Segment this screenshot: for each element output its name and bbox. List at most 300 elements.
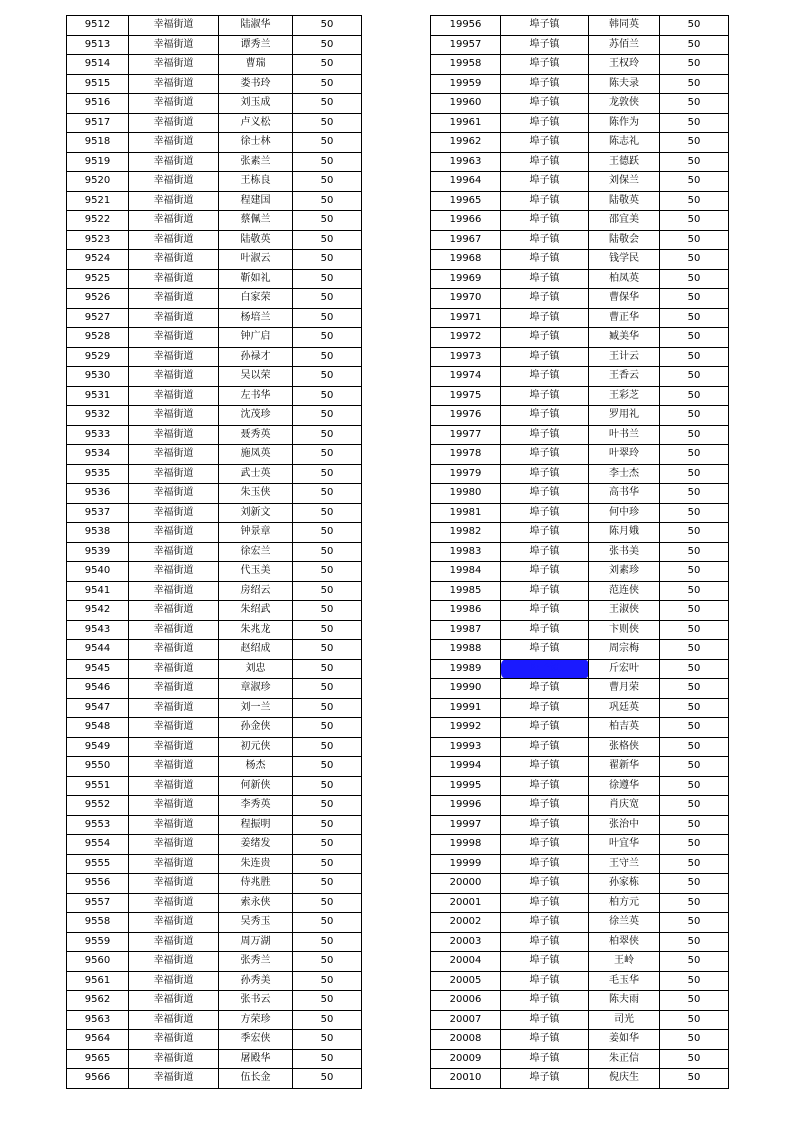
id-cell[interactable]: 9566 — [67, 1069, 129, 1089]
id-cell[interactable]: 9561 — [67, 971, 129, 991]
name-cell[interactable]: 叶翠玲 — [589, 445, 660, 465]
amount-cell[interactable]: 50 — [293, 620, 362, 640]
id-cell[interactable]: 9514 — [67, 55, 129, 75]
district-cell[interactable]: 幸福街道 — [129, 406, 219, 426]
name-cell[interactable]: 徐宏兰 — [219, 542, 293, 562]
district-cell[interactable]: 幸福街道 — [129, 893, 219, 913]
amount-cell[interactable]: 50 — [293, 854, 362, 874]
district-cell[interactable]: 幸福街道 — [129, 74, 219, 94]
amount-cell[interactable]: 50 — [293, 874, 362, 894]
id-cell[interactable]: 19974 — [431, 367, 501, 387]
id-cell[interactable]: 9519 — [67, 152, 129, 172]
id-cell[interactable]: 9545 — [67, 659, 129, 679]
district-cell[interactable]: 幸福街道 — [129, 1069, 219, 1089]
selected-cell[interactable]: 埠子镇 — [501, 659, 589, 679]
district-cell[interactable]: 幸福街道 — [129, 1010, 219, 1030]
id-cell[interactable]: 9526 — [67, 289, 129, 309]
district-cell[interactable]: 幸福街道 — [129, 718, 219, 738]
name-cell[interactable]: 卞则侠 — [589, 620, 660, 640]
name-cell[interactable]: 王计云 — [589, 347, 660, 367]
name-cell[interactable]: 龙敦侠 — [589, 94, 660, 114]
id-cell[interactable]: 9535 — [67, 464, 129, 484]
amount-cell[interactable]: 50 — [293, 1049, 362, 1069]
amount-cell[interactable]: 50 — [293, 386, 362, 406]
id-cell[interactable]: 20006 — [431, 991, 501, 1011]
amount-cell[interactable]: 50 — [660, 523, 729, 543]
amount-cell[interactable]: 50 — [293, 737, 362, 757]
district-cell[interactable]: 幸福街道 — [129, 16, 219, 36]
district-cell[interactable]: 埠子镇 — [501, 250, 589, 270]
name-cell[interactable]: 柏吉英 — [589, 718, 660, 738]
name-cell[interactable]: 章淑珍 — [219, 679, 293, 699]
name-cell[interactable]: 叶淑云 — [219, 250, 293, 270]
amount-cell[interactable]: 50 — [293, 484, 362, 504]
district-cell[interactable]: 幸福街道 — [129, 133, 219, 153]
amount-cell[interactable]: 50 — [293, 952, 362, 972]
id-cell[interactable]: 19959 — [431, 74, 501, 94]
amount-cell[interactable]: 50 — [293, 1030, 362, 1050]
district-cell[interactable]: 幸福街道 — [129, 386, 219, 406]
id-cell[interactable]: 19991 — [431, 698, 501, 718]
amount-cell[interactable]: 50 — [660, 991, 729, 1011]
id-cell[interactable]: 9544 — [67, 640, 129, 660]
district-cell[interactable]: 埠子镇 — [501, 835, 589, 855]
id-cell[interactable]: 9531 — [67, 386, 129, 406]
district-cell[interactable]: 埠子镇 — [501, 503, 589, 523]
amount-cell[interactable]: 50 — [293, 133, 362, 153]
id-cell[interactable]: 19987 — [431, 620, 501, 640]
district-cell[interactable]: 埠子镇 — [501, 211, 589, 231]
name-cell[interactable]: 韩同英 — [589, 16, 660, 36]
name-cell[interactable]: 邵宜美 — [589, 211, 660, 231]
district-cell[interactable]: 幸福街道 — [129, 854, 219, 874]
name-cell[interactable]: 张书美 — [589, 542, 660, 562]
district-cell[interactable]: 幸福街道 — [129, 464, 219, 484]
district-cell[interactable]: 埠子镇 — [501, 1030, 589, 1050]
id-cell[interactable]: 9536 — [67, 484, 129, 504]
name-cell[interactable]: 张秀兰 — [219, 952, 293, 972]
name-cell[interactable]: 张治中 — [589, 815, 660, 835]
amount-cell[interactable]: 50 — [660, 367, 729, 387]
name-cell[interactable]: 李秀英 — [219, 796, 293, 816]
name-cell[interactable]: 巩廷英 — [589, 698, 660, 718]
district-cell[interactable]: 幸福街道 — [129, 1049, 219, 1069]
amount-cell[interactable]: 50 — [660, 308, 729, 328]
district-cell[interactable]: 幸福街道 — [129, 35, 219, 55]
district-cell[interactable]: 幸福街道 — [129, 308, 219, 328]
amount-cell[interactable]: 50 — [293, 16, 362, 36]
amount-cell[interactable]: 50 — [660, 581, 729, 601]
amount-cell[interactable]: 50 — [293, 230, 362, 250]
amount-cell[interactable]: 50 — [293, 1069, 362, 1089]
amount-cell[interactable]: 50 — [660, 503, 729, 523]
district-cell[interactable]: 幸福街道 — [129, 191, 219, 211]
amount-cell[interactable]: 50 — [293, 523, 362, 543]
name-cell[interactable]: 何新侠 — [219, 776, 293, 796]
id-cell[interactable]: 19986 — [431, 601, 501, 621]
district-cell[interactable]: 幸福街道 — [129, 484, 219, 504]
id-cell[interactable]: 9525 — [67, 269, 129, 289]
amount-cell[interactable]: 50 — [660, 328, 729, 348]
district-cell[interactable]: 埠子镇 — [501, 386, 589, 406]
name-cell[interactable]: 曹月荣 — [589, 679, 660, 699]
name-cell[interactable]: 陆敬英 — [589, 191, 660, 211]
id-cell[interactable]: 19980 — [431, 484, 501, 504]
district-cell[interactable]: 埠子镇 — [501, 74, 589, 94]
district-cell[interactable]: 埠子镇 — [501, 913, 589, 933]
district-cell[interactable]: 埠子镇 — [501, 893, 589, 913]
amount-cell[interactable]: 50 — [660, 874, 729, 894]
id-cell[interactable]: 19958 — [431, 55, 501, 75]
id-cell[interactable]: 19993 — [431, 737, 501, 757]
id-cell[interactable]: 9554 — [67, 835, 129, 855]
amount-cell[interactable]: 50 — [660, 16, 729, 36]
id-cell[interactable]: 20001 — [431, 893, 501, 913]
amount-cell[interactable]: 50 — [660, 113, 729, 133]
amount-cell[interactable]: 50 — [660, 35, 729, 55]
district-cell[interactable]: 埠子镇 — [501, 484, 589, 504]
id-cell[interactable]: 9522 — [67, 211, 129, 231]
amount-cell[interactable]: 50 — [293, 815, 362, 835]
district-cell[interactable]: 埠子镇 — [501, 16, 589, 36]
name-cell[interactable]: 陈作为 — [589, 113, 660, 133]
name-cell[interactable]: 范连侠 — [589, 581, 660, 601]
id-cell[interactable]: 9552 — [67, 796, 129, 816]
name-cell[interactable]: 徐兰英 — [589, 913, 660, 933]
district-cell[interactable]: 幸福街道 — [129, 503, 219, 523]
amount-cell[interactable]: 50 — [293, 776, 362, 796]
id-cell[interactable]: 19988 — [431, 640, 501, 660]
name-cell[interactable]: 左书华 — [219, 386, 293, 406]
name-cell[interactable]: 张素兰 — [219, 152, 293, 172]
amount-cell[interactable]: 50 — [660, 776, 729, 796]
name-cell[interactable]: 王淑侠 — [589, 601, 660, 621]
id-cell[interactable]: 19969 — [431, 269, 501, 289]
district-cell[interactable]: 埠子镇 — [501, 874, 589, 894]
district-cell[interactable]: 幸福街道 — [129, 698, 219, 718]
amount-cell[interactable]: 50 — [293, 581, 362, 601]
district-cell[interactable]: 幸福街道 — [129, 425, 219, 445]
id-cell[interactable]: 19975 — [431, 386, 501, 406]
amount-cell[interactable]: 50 — [293, 74, 362, 94]
amount-cell[interactable]: 50 — [660, 698, 729, 718]
amount-cell[interactable]: 50 — [293, 328, 362, 348]
id-cell[interactable]: 9547 — [67, 698, 129, 718]
name-cell[interactable]: 孙家栋 — [589, 874, 660, 894]
id-cell[interactable]: 9546 — [67, 679, 129, 699]
district-cell[interactable]: 幸福街道 — [129, 269, 219, 289]
id-cell[interactable]: 9533 — [67, 425, 129, 445]
id-cell[interactable]: 9527 — [67, 308, 129, 328]
amount-cell[interactable]: 50 — [660, 386, 729, 406]
id-cell[interactable]: 19990 — [431, 679, 501, 699]
name-cell[interactable]: 王栋良 — [219, 172, 293, 192]
district-cell[interactable]: 埠子镇 — [501, 328, 589, 348]
id-cell[interactable]: 9512 — [67, 16, 129, 36]
id-cell[interactable]: 9520 — [67, 172, 129, 192]
amount-cell[interactable]: 50 — [660, 737, 729, 757]
district-cell[interactable]: 埠子镇 — [501, 230, 589, 250]
district-cell[interactable]: 埠子镇 — [501, 952, 589, 972]
amount-cell[interactable]: 50 — [293, 757, 362, 777]
district-cell[interactable]: 埠子镇 — [501, 601, 589, 621]
name-cell[interactable]: 聂秀英 — [219, 425, 293, 445]
name-cell[interactable]: 程振明 — [219, 815, 293, 835]
district-cell[interactable]: 幸福街道 — [129, 172, 219, 192]
name-cell[interactable]: 杨培兰 — [219, 308, 293, 328]
name-cell[interactable]: 靳如礼 — [219, 269, 293, 289]
id-cell[interactable]: 9553 — [67, 815, 129, 835]
district-cell[interactable]: 埠子镇 — [501, 679, 589, 699]
id-cell[interactable]: 9517 — [67, 113, 129, 133]
id-cell[interactable]: 19972 — [431, 328, 501, 348]
amount-cell[interactable]: 50 — [293, 1010, 362, 1030]
id-cell[interactable]: 19994 — [431, 757, 501, 777]
id-cell[interactable]: 9524 — [67, 250, 129, 270]
amount-cell[interactable]: 50 — [293, 367, 362, 387]
amount-cell[interactable]: 50 — [660, 269, 729, 289]
district-cell[interactable]: 幸福街道 — [129, 776, 219, 796]
amount-cell[interactable]: 50 — [660, 191, 729, 211]
name-cell[interactable]: 吴以荣 — [219, 367, 293, 387]
district-cell[interactable]: 幸福街道 — [129, 640, 219, 660]
district-cell[interactable]: 埠子镇 — [501, 640, 589, 660]
name-cell[interactable]: 王岭 — [589, 952, 660, 972]
id-cell[interactable]: 9564 — [67, 1030, 129, 1050]
district-cell[interactable]: 埠子镇 — [501, 1069, 589, 1089]
id-cell[interactable]: 20010 — [431, 1069, 501, 1089]
name-cell[interactable]: 初元侠 — [219, 737, 293, 757]
amount-cell[interactable]: 50 — [660, 718, 729, 738]
amount-cell[interactable]: 50 — [660, 1030, 729, 1050]
name-cell[interactable]: 朱正信 — [589, 1049, 660, 1069]
id-cell[interactable]: 19970 — [431, 289, 501, 309]
district-cell[interactable]: 埠子镇 — [501, 445, 589, 465]
district-cell[interactable]: 埠子镇 — [501, 464, 589, 484]
district-cell[interactable]: 幸福街道 — [129, 659, 219, 679]
name-cell[interactable]: 徐遵华 — [589, 776, 660, 796]
amount-cell[interactable]: 50 — [293, 94, 362, 114]
district-cell[interactable]: 埠子镇 — [501, 308, 589, 328]
amount-cell[interactable]: 50 — [660, 679, 729, 699]
amount-cell[interactable]: 50 — [293, 269, 362, 289]
amount-cell[interactable]: 50 — [293, 913, 362, 933]
district-cell[interactable]: 幸福街道 — [129, 991, 219, 1011]
amount-cell[interactable]: 50 — [293, 640, 362, 660]
district-cell[interactable]: 幸福街道 — [129, 952, 219, 972]
id-cell[interactable]: 19956 — [431, 16, 501, 36]
district-cell[interactable]: 埠子镇 — [501, 347, 589, 367]
id-cell[interactable]: 9515 — [67, 74, 129, 94]
id-cell[interactable]: 9565 — [67, 1049, 129, 1069]
district-cell[interactable]: 幸福街道 — [129, 1030, 219, 1050]
amount-cell[interactable]: 50 — [660, 152, 729, 172]
amount-cell[interactable]: 50 — [293, 796, 362, 816]
name-cell[interactable]: 曹正华 — [589, 308, 660, 328]
name-cell[interactable]: 王彩芝 — [589, 386, 660, 406]
district-cell[interactable]: 幸福街道 — [129, 815, 219, 835]
id-cell[interactable]: 20000 — [431, 874, 501, 894]
district-cell[interactable]: 幸福街道 — [129, 542, 219, 562]
id-cell[interactable]: 19971 — [431, 308, 501, 328]
amount-cell[interactable]: 50 — [293, 464, 362, 484]
name-cell[interactable]: 李士杰 — [589, 464, 660, 484]
name-cell[interactable]: 房绍云 — [219, 581, 293, 601]
district-cell[interactable]: 幸福街道 — [129, 445, 219, 465]
amount-cell[interactable]: 50 — [660, 484, 729, 504]
district-cell[interactable]: 埠子镇 — [501, 542, 589, 562]
amount-cell[interactable]: 50 — [660, 757, 729, 777]
amount-cell[interactable]: 50 — [293, 445, 362, 465]
name-cell[interactable]: 刘忠 — [219, 659, 293, 679]
amount-cell[interactable]: 50 — [293, 971, 362, 991]
id-cell[interactable]: 19967 — [431, 230, 501, 250]
id-cell[interactable]: 9541 — [67, 581, 129, 601]
name-cell[interactable]: 卢义松 — [219, 113, 293, 133]
id-cell[interactable]: 9550 — [67, 757, 129, 777]
id-cell[interactable]: 9521 — [67, 191, 129, 211]
amount-cell[interactable]: 50 — [660, 893, 729, 913]
id-cell[interactable]: 9530 — [67, 367, 129, 387]
name-cell[interactable]: 侍兆胜 — [219, 874, 293, 894]
amount-cell[interactable]: 50 — [660, 932, 729, 952]
district-cell[interactable]: 埠子镇 — [501, 737, 589, 757]
district-cell[interactable]: 幸福街道 — [129, 932, 219, 952]
name-cell[interactable]: 索永侠 — [219, 893, 293, 913]
amount-cell[interactable]: 50 — [660, 601, 729, 621]
amount-cell[interactable]: 50 — [293, 835, 362, 855]
district-cell[interactable]: 埠子镇 — [501, 815, 589, 835]
id-cell[interactable]: 9551 — [67, 776, 129, 796]
id-cell[interactable]: 19968 — [431, 250, 501, 270]
amount-cell[interactable]: 50 — [293, 172, 362, 192]
id-cell[interactable]: 19964 — [431, 172, 501, 192]
id-cell[interactable]: 20008 — [431, 1030, 501, 1050]
amount-cell[interactable]: 50 — [293, 191, 362, 211]
name-cell[interactable]: 臧美华 — [589, 328, 660, 348]
name-cell[interactable]: 季宏侠 — [219, 1030, 293, 1050]
id-cell[interactable]: 9562 — [67, 991, 129, 1011]
id-cell[interactable]: 19985 — [431, 581, 501, 601]
id-cell[interactable]: 19999 — [431, 854, 501, 874]
name-cell[interactable]: 朱连贵 — [219, 854, 293, 874]
amount-cell[interactable]: 50 — [293, 503, 362, 523]
name-cell[interactable]: 陈志礼 — [589, 133, 660, 153]
id-cell[interactable]: 19957 — [431, 35, 501, 55]
name-cell[interactable]: 屠殿华 — [219, 1049, 293, 1069]
amount-cell[interactable]: 50 — [293, 601, 362, 621]
name-cell[interactable]: 杨杰 — [219, 757, 293, 777]
amount-cell[interactable]: 50 — [660, 952, 729, 972]
district-cell[interactable]: 埠子镇 — [501, 289, 589, 309]
district-cell[interactable]: 埠子镇 — [501, 94, 589, 114]
district-cell[interactable]: 埠子镇 — [501, 425, 589, 445]
amount-cell[interactable]: 50 — [660, 659, 729, 679]
district-cell[interactable]: 埠子镇 — [501, 796, 589, 816]
amount-cell[interactable]: 50 — [293, 406, 362, 426]
id-cell[interactable]: 19973 — [431, 347, 501, 367]
district-cell[interactable]: 埠子镇 — [501, 133, 589, 153]
district-cell[interactable]: 埠子镇 — [501, 971, 589, 991]
id-cell[interactable]: 19966 — [431, 211, 501, 231]
amount-cell[interactable]: 50 — [293, 35, 362, 55]
name-cell[interactable]: 刘素珍 — [589, 562, 660, 582]
name-cell[interactable]: 毛玉华 — [589, 971, 660, 991]
id-cell[interactable]: 19978 — [431, 445, 501, 465]
id-cell[interactable]: 19982 — [431, 523, 501, 543]
amount-cell[interactable]: 50 — [293, 562, 362, 582]
name-cell[interactable]: 陆敬会 — [589, 230, 660, 250]
name-cell[interactable]: 蔡佩兰 — [219, 211, 293, 231]
district-cell[interactable]: 埠子镇 — [501, 581, 589, 601]
id-cell[interactable]: 20003 — [431, 932, 501, 952]
name-cell[interactable]: 张书云 — [219, 991, 293, 1011]
id-cell[interactable]: 9529 — [67, 347, 129, 367]
id-cell[interactable]: 9516 — [67, 94, 129, 114]
name-cell[interactable]: 沈茂珍 — [219, 406, 293, 426]
district-cell[interactable]: 幸福街道 — [129, 620, 219, 640]
name-cell[interactable]: 陆淑华 — [219, 16, 293, 36]
id-cell[interactable]: 9542 — [67, 601, 129, 621]
id-cell[interactable]: 19976 — [431, 406, 501, 426]
amount-cell[interactable]: 50 — [660, 542, 729, 562]
amount-cell[interactable]: 50 — [293, 893, 362, 913]
name-cell[interactable]: 姜如华 — [589, 1030, 660, 1050]
id-cell[interactable]: 19996 — [431, 796, 501, 816]
district-cell[interactable]: 埠子镇 — [501, 367, 589, 387]
id-cell[interactable]: 19963 — [431, 152, 501, 172]
district-cell[interactable]: 幸福街道 — [129, 367, 219, 387]
district-cell[interactable]: 幸福街道 — [129, 55, 219, 75]
amount-cell[interactable]: 50 — [660, 347, 729, 367]
name-cell[interactable]: 陆敬英 — [219, 230, 293, 250]
name-cell[interactable]: 何中珍 — [589, 503, 660, 523]
amount-cell[interactable]: 50 — [293, 55, 362, 75]
district-cell[interactable]: 幸福街道 — [129, 289, 219, 309]
name-cell[interactable]: 程建国 — [219, 191, 293, 211]
id-cell[interactable]: 19989 — [431, 659, 501, 679]
id-cell[interactable]: 20005 — [431, 971, 501, 991]
id-cell[interactable]: 19995 — [431, 776, 501, 796]
name-cell[interactable]: 王守兰 — [589, 854, 660, 874]
id-cell[interactable]: 9543 — [67, 620, 129, 640]
district-cell[interactable]: 埠子镇 — [501, 406, 589, 426]
amount-cell[interactable]: 50 — [293, 250, 362, 270]
amount-cell[interactable]: 50 — [660, 835, 729, 855]
district-cell[interactable]: 幸福街道 — [129, 913, 219, 933]
amount-cell[interactable]: 50 — [293, 113, 362, 133]
district-cell[interactable]: 埠子镇 — [501, 620, 589, 640]
id-cell[interactable]: 19998 — [431, 835, 501, 855]
district-cell[interactable]: 埠子镇 — [501, 698, 589, 718]
id-cell[interactable]: 9557 — [67, 893, 129, 913]
district-cell[interactable]: 埠子镇 — [501, 932, 589, 952]
amount-cell[interactable]: 50 — [293, 211, 362, 231]
id-cell[interactable]: 19977 — [431, 425, 501, 445]
name-cell[interactable]: 刘玉成 — [219, 94, 293, 114]
name-cell[interactable]: 吴秀玉 — [219, 913, 293, 933]
district-cell[interactable]: 埠子镇 — [501, 35, 589, 55]
id-cell[interactable]: 9538 — [67, 523, 129, 543]
name-cell[interactable]: 朱兆龙 — [219, 620, 293, 640]
name-cell[interactable]: 翟新华 — [589, 757, 660, 777]
district-cell[interactable]: 埠子镇 — [501, 562, 589, 582]
id-cell[interactable]: 9555 — [67, 854, 129, 874]
name-cell[interactable]: 王香云 — [589, 367, 660, 387]
name-cell[interactable]: 曹瑞 — [219, 55, 293, 75]
id-cell[interactable]: 19965 — [431, 191, 501, 211]
district-cell[interactable]: 幸福街道 — [129, 347, 219, 367]
